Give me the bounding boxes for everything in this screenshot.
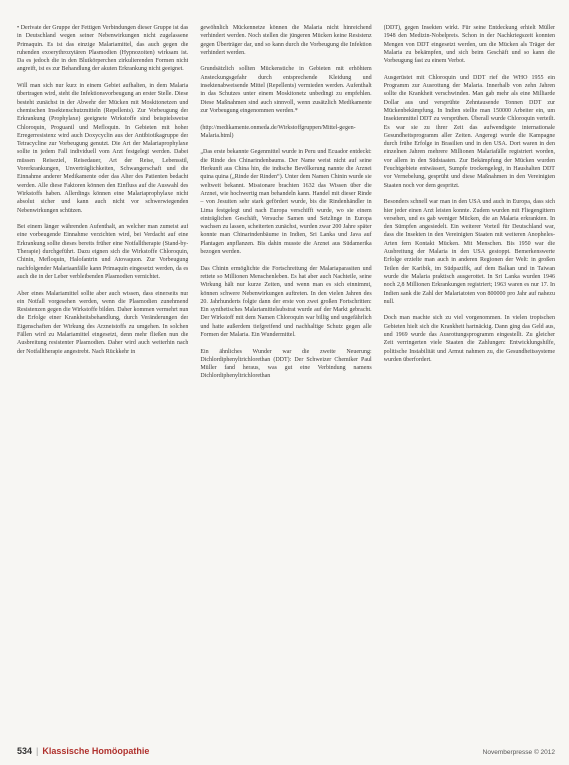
paragraph: „Das erste bekannte Gegenmittel wurde in Peru und Ecuador entdeckt: die Rinde des Chinarindenbaums. Der Name weist nicht auf seine Herkunft aus China hin, die indische Bevölkerung nannte die Arznei quina quina („Rinde der Rinden“). Unter dem Namen Chinin wurde sie weltweit bekannt. Missionare brachten 1632 das Wissen über die Arznei, wie hochwertig man behandeln kann. Handel mit dieser Rinde – von Jesuiten sehr stark gefördert wurde, bis die Rindenhändler in Lima festgelegt und nach Europa verschifft wurde, wo sie einem einträglichen Geschäft, Versuche Samen und Setzlinge in Europa wachsen zu lassen, scheiterten zunächst, wurden zwar 200 Jahre später konnte man Chinarindenbäume in Indien, Sri Lanka und Java auf Plantagen anpflanzen. Bis dahin musste die Arznei aus Südamerika bezogen werden. (200, 149, 372, 256)
journal-title: Klassische Homöopathie (42, 746, 150, 756)
paragraph: Grundsätzlich sollten Mückenstiche in Gebieten mit erhöhtem Ansteckungsgefahr durch entsprechende Kleidung und insektenabweisende Mittel (Repellents) vermieden werden. Aufenthalt in das Schutzes unter einem Moskitonetz unbedingt zu empfehlen. Diese Maßnahmen sind auch sinnvoll, wenn zusätzlich Medikamente zur Vorbeugung eingenommen werden.* (200, 66, 372, 114)
paragraph: Ausgerüstet mit Chloroquin und DDT rief die WHO 1955 ein Programm zur Ausrottung der Malaria. Innerhalb von zehn Jahren sollte die Krankheit verschwinden. Man gab mehr als eine Milliarde Dollar aus und versprühte Zehntausende Tonnen DDT zur Mückenbekämpfung. In Indien stellte man 150000 Arbeiter ein, um Insektenmittel DDT zu versprühen. Überall wurde Chloroquin verteilt. Es war sie zu ihrer Zeit das aufwendigste internationale Gesundheitsprogramm aller Zeiten. Angeregt wurde die Kampagne durch frühe Erfolge in Brasilien und in den USA. Dort waren in den einzelnen Jahren mehrere Millionen Malariafälle registriert worden, vor allem in den Südstaaten. Zur Bekämpfung der Mücken wurden Feuchtgebiete entwässert, Sumpfe trockengelegt, in Haushalten DDT vor Vernebelung, gesprüht und diese Maßnahmen in den Vereinigten Staaten noch vor dem gespritzt. (383, 74, 555, 189)
page-footer (17, 746, 555, 760)
paragraph: Will man sich nur kurz in einem Gebiet aufhalten, in dem Malaria übertragen wird, steht die Infektionsvorbeugung an erster Stelle. Diese besteht zunächst in der Abwehr der Mücken mit Moskitonetzen und chemischen Insektenschutzmitteln (Repellents). Zur Vorbeugung der Erkrankung (Prophylaxe) geeignete Wirkstoffe sind beispielsweise Chloroquin, Proguanil und Mefloquin. In Gebieten mit hoher Erregerresistenz wird auch Doxycyclin aus der Antibiotikagruppe der Tetracycline zur Vorbeugung genutzt. Die Art der Malariaprophylaxe sollte in jedem Fall individuell vom Arzt festgelegt werden. Dabei müssen Reiseziel, Reisedauer, Art der Reise, Lebensstil, Vorerkrankungen, Unverträglichkeiten, Schwangerschaft und die Einnahme anderer Medikamente oder das Alter des Patienten bedacht werden. Alle diese Faktoren können den Einfluss auf die Auswahl des Wirkstoffs haben. Allerdings können eine Malariaprophylaxe nicht absolut sicher und kann auch nicht vor schwerwiegenden Nebenwirkungen schützen. (17, 83, 189, 214)
paragraph: • Derivate der Gruppe der Fettigen Verbindungen dieser Gruppe ist das in Deutschland wegen seiner Nebenwirkungen nicht zugelassene Primaquin. Es ist das einzige Malariamittel, das auch gegen die ruhenden exoerythrozytären Plasmodien (Hypnozoiten) wirksam ist. Da es jedoch die in den Blutkörperchen zirkulierenden Formen nicht angreift, ist es zur Behandlung der akuten Erkrankung nicht geeignet. (17, 25, 189, 73)
footer-separator: | (36, 746, 39, 756)
paragraph: Besonders schnell war man in den USA und auch in Europa, dass sich hier jeder einen Arzt leisten konnte. Zudem wurden mit Fliegengittern versehen, und es gab weniger Mücken, die an Malaria erkrankten. In den Sümpfen angesiedelt. Ein weiterer Vorteil für Deutschland war, dass die Insekten in den Vereinigten Staaten mit weiteren Anopheles-Arten fern Kontakt Mücken. Mit Menschen. Bis 1950 war die Ausbreitung der Malaria in den USA gestoppt. Bemerkenswerte Erfolge erzielte man auch in anderen Regionen der Welt: in großen Teilen der Karibik, im Südpazifik, auf dem Balkan und in Taiwan wurde die Malaria praktisch ausgerottet. In Sri Lanka wurden 1946 noch 2,8 Millionen Erkrankungen registriert; 1963 waren es nur 17. In Indien sank die Zahl der Malariatoten von 800000 pro Jahr auf nahezu null. (383, 199, 555, 305)
article-columns (17, 24, 555, 744)
text-column-3 (384, 24, 555, 744)
text-column-1 (17, 24, 188, 744)
paragraph: Doch man machte sich zu viel vorgenommen. In vielen tropischen Gebieten hielt sich die Krankheit hartnäckig. Dann ging das Geld aus, und 1969 wurde das Ausrottungsprogramm eingestellt. Zu gleicher Zeit verringerten viele Staaten die Zahlungen: Entwicklungshilfe, politische Instabilität und Armut nahmen zu, die Gesundheitssysteme wurden überfordert. (383, 315, 555, 363)
page-number: 534 (17, 746, 33, 756)
paragraph: Aber eines Malariamittel sollte aber auch wissen, dass einerseits nur ein Notfall vorgesehen werden, wenn die Plasmodien zunehmend Resistenzen gegen die Wirkstoffe bilden. Daher kommen vermehrt nun die Erfolge einer Krankheitsbehandlung, durch Veränderungen der Eigenschaften der Wirkung des Arzneistoffs zu umgehen. In solchen Fällen wird zu Malariamittel eingesetzt, denn mehr fließen nun die Ausbreitung resistenter Plasmodien. Daher wird auch weiterhin nach der Notfalltherapie angestrebt. Nach Rückkehr in (17, 290, 189, 355)
paragraph: Ein ähnliches Wunder war die zweite Neuerung: Dichlordiphenyltrichlorethan (DDT): Der Schweizer Chemiker Paul Müller fand heraus, was gut eine Verbindung namens Dichlordiphenyltrichlorethan (200, 348, 372, 380)
paragraph: (DDT), gegen Insekten wirkt. Für seine Entdeckung erhielt Müller 1948 den Medizin-Nobelpreis. Schon in der Nachkriegszeit konnten Mengen von DDT eingesetzt werden, um die Mücken als Träger der Malaria zu bekämpfen, und sich beim Geschäft und so kann die Vorbeugung fast zu einem Verbot. (383, 25, 555, 65)
issue-info: Novemberpresse © 2012 (482, 749, 555, 756)
paragraph: Bei einem länger währenden Aufenthalt, an welcher man zumeist auf eine vorbeugende Einnahme verzichten wird, bei Verdacht auf eine Erkrankung sollte dieses bereits früher eine Notfalltherapie (Stand-by-Therapie) durchgeführt. Dazu eignen sich die Wirkstoffe Chloroquin, Chinin, Mefloquin, Halofantrin und Atovaquon. Zur Vorbeugung nachfolgender Malariaanfälle kann Primaquin eingesetzt werden, da es auch die in der Leber verbleibenden Plasmodien vernichtet. (17, 224, 189, 280)
source-link: (http://medikamente.onmeda.de/Wirkstoffgruppen/Mittel-gegen-Malaria.html) (200, 124, 356, 139)
footer-left (17, 746, 149, 756)
paragraph: Das Chinin ermöglichte die Fortschreitung der Malariaparasiten und rettete so Millionen Menschenleben. Es hat aber auch Nachteile, seine Wirkung hält nur kurze Zeiten, und wenn man es sich einnimmt, können schwere Nebenwirkungen auftreten. In den vielen Jahren des 20. Jahrhunderts folgte dann der erste von zwei großen Fortschritten: Ein synthetisches Malariamittelsubstrat wurde auf der Markt gebracht. Der Wirkstoff mit dem Namen Chloroquin war billig und ungefährlich und hatte außerdem tiefgreifend und nachhaltige Schutz gegen alle Formen der Malaria. Ein Wundermittel. (200, 265, 372, 338)
paragraph: gewöhnlich Mückennetze können die Malaria nicht hinreichend verhindert werden. Noch stellen die jüngeren Mücken keine Resistenz gegen Überträger dar, und so kann durch die Vorbeugung die Infektion verhindert werden. (200, 25, 372, 56)
text-column-2 (200, 24, 371, 744)
